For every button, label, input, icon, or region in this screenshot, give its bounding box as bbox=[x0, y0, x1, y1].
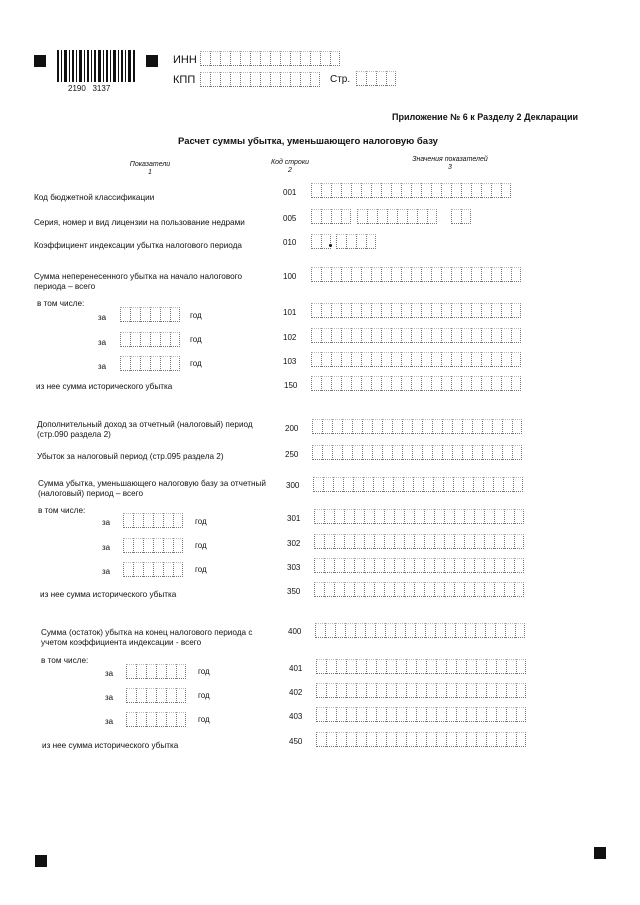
col-header-values-label: Значения показателей bbox=[412, 156, 488, 163]
row-301-za: за bbox=[102, 518, 111, 527]
row-400-label: Сумма (остаток) убытка на конец налогового периода с учетом коэффициента индексации - всего bbox=[41, 628, 253, 647]
row-103-god: год bbox=[190, 359, 202, 368]
row-402-year-field[interactable] bbox=[126, 688, 186, 703]
row-101-code: 101 bbox=[283, 308, 297, 317]
row-301-value-field[interactable] bbox=[314, 509, 524, 524]
row-005-series-field[interactable] bbox=[311, 209, 351, 224]
corner-marker-top-left bbox=[34, 55, 46, 67]
row-103-za: за bbox=[98, 362, 107, 371]
row-200-value-field[interactable] bbox=[312, 419, 522, 434]
row-001-label: Код бюджетной классификации bbox=[34, 193, 155, 202]
row-350-value-field[interactable] bbox=[314, 582, 524, 597]
row-101-year-field[interactable] bbox=[120, 307, 180, 322]
row-301-code: 301 bbox=[287, 514, 301, 523]
row-150-code: 150 bbox=[284, 381, 298, 390]
row-302-code: 302 bbox=[287, 539, 301, 548]
corner-marker-bottom-left bbox=[35, 855, 47, 867]
col-header-indicators-label: Показатели bbox=[129, 161, 171, 168]
row-010-code: 010 bbox=[283, 238, 297, 247]
row-005-code: 005 bbox=[283, 214, 297, 223]
row-005-label: Серия, номер и вид лицензии на пользование недрами bbox=[34, 218, 245, 227]
row-303-god: год bbox=[195, 565, 207, 574]
form-title: Расчет суммы убытка, уменьшающего налоговую базу bbox=[178, 136, 438, 147]
row-005-number-field[interactable] bbox=[357, 209, 437, 224]
row-350-label: из нее сумма исторического убытка bbox=[40, 590, 177, 599]
row-300-code: 300 bbox=[286, 481, 300, 490]
row-350-code: 350 bbox=[287, 587, 301, 596]
row-402-value-field[interactable] bbox=[316, 683, 526, 698]
including-label-1: в том числе: bbox=[37, 299, 85, 308]
barcode-number: 2190 3137 bbox=[68, 84, 111, 93]
barcode bbox=[57, 50, 135, 82]
row-401-year-field[interactable] bbox=[126, 664, 186, 679]
row-250-label: Убыток за налоговый период (стр.095 раздела 2) bbox=[37, 452, 224, 461]
page-field[interactable] bbox=[356, 71, 396, 86]
row-403-god: год bbox=[198, 715, 210, 724]
col-header-indicators-num: 1 bbox=[148, 169, 152, 176]
row-250-value-field[interactable] bbox=[312, 445, 522, 460]
row-103-value-field[interactable] bbox=[311, 352, 521, 367]
row-401-god: год bbox=[198, 667, 210, 676]
row-400-value-field[interactable] bbox=[315, 623, 525, 638]
row-300-label: Сумма убытка, уменьшающего налоговую базу за отчетный (налоговый) период – всего bbox=[38, 479, 266, 498]
row-302-god: год bbox=[195, 541, 207, 550]
row-102-za: за bbox=[98, 338, 107, 347]
row-101-value-field[interactable] bbox=[311, 303, 521, 318]
row-101-god: год bbox=[190, 311, 202, 320]
row-450-code: 450 bbox=[289, 737, 303, 746]
row-401-za: за bbox=[105, 669, 114, 678]
row-303-code: 303 bbox=[287, 563, 301, 572]
row-102-value-field[interactable] bbox=[311, 328, 521, 343]
row-401-code: 401 bbox=[289, 664, 303, 673]
row-403-za: за bbox=[105, 717, 114, 726]
col-header-values-num: 3 bbox=[448, 164, 452, 171]
row-300-value-field[interactable] bbox=[313, 477, 523, 492]
row-303-year-field[interactable] bbox=[123, 562, 183, 577]
col-header-values bbox=[390, 156, 510, 172]
col-header-code-label: Код строки bbox=[270, 159, 310, 166]
row-200-label: Дополнительный доход за отчетный (налоговый) период (стр.090 раздела 2) bbox=[37, 420, 253, 439]
page-label: Стр. bbox=[330, 74, 351, 85]
row-450-value-field[interactable] bbox=[316, 732, 526, 747]
corner-marker-bottom-right bbox=[594, 847, 606, 859]
appendix-title: Приложение № 6 к Разделу 2 Декларации bbox=[392, 112, 579, 122]
row-150-label: из нее сумма исторического убытка bbox=[36, 382, 173, 391]
row-100-value-field[interactable] bbox=[311, 267, 521, 282]
row-100-code: 100 bbox=[283, 272, 297, 281]
row-102-god: год bbox=[190, 335, 202, 344]
row-250-code: 250 bbox=[285, 450, 299, 459]
row-450-label: из нее сумма исторического убытка bbox=[42, 741, 179, 750]
row-102-year-field[interactable] bbox=[120, 332, 180, 347]
row-103-year-field[interactable] bbox=[120, 356, 180, 371]
corner-marker-top-mid bbox=[146, 55, 158, 67]
col-header-indicators bbox=[110, 161, 190, 177]
row-001-code: 001 bbox=[283, 188, 297, 197]
row-010-label: Коэффициент индексации убытка налогового периода bbox=[34, 241, 242, 250]
kpp-field[interactable] bbox=[200, 72, 320, 87]
inn-label: ИНН bbox=[173, 54, 197, 66]
row-101-za: за bbox=[98, 313, 107, 322]
inn-field[interactable] bbox=[200, 51, 340, 66]
row-001-value-field[interactable] bbox=[311, 183, 511, 198]
row-301-god: год bbox=[195, 517, 207, 526]
row-100-label: Сумма неперенесенного убытка на начало налогового периода – всего bbox=[34, 272, 243, 291]
row-103-code: 103 bbox=[283, 357, 297, 366]
row-401-value-field[interactable] bbox=[316, 659, 526, 674]
row-403-code: 403 bbox=[289, 712, 303, 721]
row-302-value-field[interactable] bbox=[314, 534, 524, 549]
row-150-value-field[interactable] bbox=[311, 376, 521, 391]
kpp-label: КПП bbox=[173, 74, 196, 86]
row-302-za: за bbox=[102, 543, 111, 552]
col-header-code-num: 2 bbox=[288, 167, 292, 174]
row-403-year-field[interactable] bbox=[126, 712, 186, 727]
row-402-code: 402 bbox=[289, 688, 303, 697]
including-label-3: в том числе: bbox=[41, 656, 89, 665]
row-403-value-field[interactable] bbox=[316, 707, 526, 722]
row-402-god: год bbox=[198, 691, 210, 700]
row-400-code: 400 bbox=[288, 627, 302, 636]
row-402-za: за bbox=[105, 693, 114, 702]
row-303-value-field[interactable] bbox=[314, 558, 524, 573]
row-010-frac-field[interactable] bbox=[336, 234, 376, 249]
decimal-point bbox=[329, 244, 332, 247]
row-010-int-field[interactable] bbox=[311, 234, 331, 249]
row-200-code: 200 bbox=[285, 424, 299, 433]
row-301-year-field[interactable] bbox=[123, 513, 183, 528]
col-header-code bbox=[260, 159, 320, 175]
row-303-za: за bbox=[102, 567, 111, 576]
row-302-year-field[interactable] bbox=[123, 538, 183, 553]
row-005-type-field[interactable] bbox=[451, 209, 471, 224]
row-102-code: 102 bbox=[283, 333, 297, 342]
including-label-2: в том числе: bbox=[38, 506, 86, 515]
